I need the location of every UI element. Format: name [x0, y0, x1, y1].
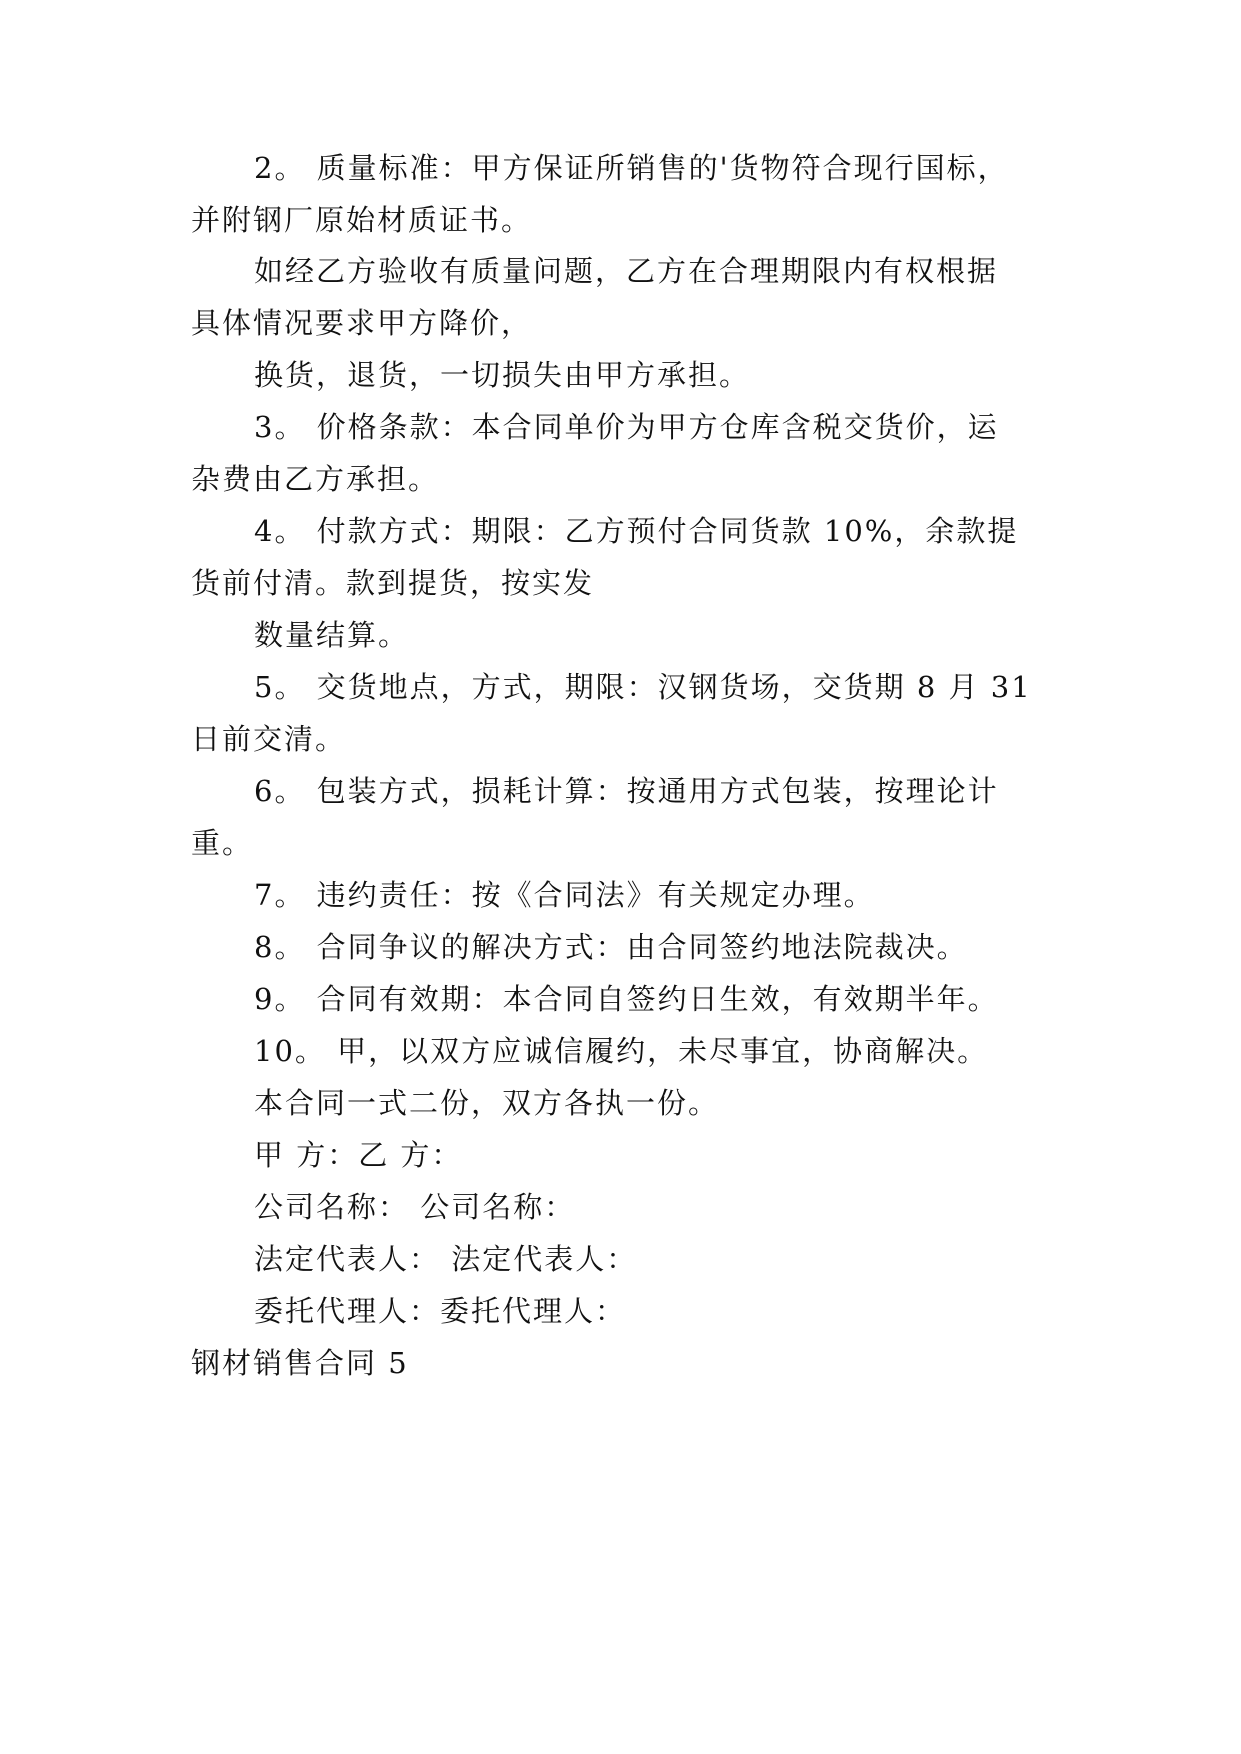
legal-representative-labels: 法定代表人： 法定代表人： — [254, 1242, 638, 1276]
clause-8: 8。 合同争议的解决方式：由合同签约地法院裁决。 — [254, 930, 968, 964]
party-labels: 甲 方：乙 方： — [254, 1138, 463, 1172]
company-name-labels: 公司名称： 公司名称： — [254, 1190, 576, 1224]
clause-7: 7。 违约责任：按《合同法》有关规定办理。 — [254, 878, 875, 912]
clause-2-line-2: 并附钢厂原始材质证书。 — [191, 203, 533, 237]
clause-4-line-2: 货前付清。款到提货，按实发 — [191, 566, 595, 600]
clause-2-line-1: 2。 质量标准：甲方保证所销售的'货物符合现行国标， — [254, 151, 1009, 185]
clause-5-line-1: 5。 交货地点，方式，期限：汉钢货场，交货期 8 月 31 — [254, 670, 1032, 704]
clause-3-line-1: 3。 价格条款：本合同单价为甲方仓库含税交货价，运 — [254, 410, 999, 444]
copies-statement: 本合同一式二份，双方各执一份。 — [254, 1086, 720, 1120]
clause-6-line-2: 重。 — [191, 826, 254, 860]
clause-6-line-1: 6。 包装方式，损耗计算：按通用方式包装，按理论计 — [254, 774, 999, 808]
clause-3-line-2: 杂费由乙方承担。 — [191, 462, 440, 496]
clause-4-line-1: 4。 付款方式：期限：乙方预付合同货款 10%，余款提 — [254, 514, 1019, 548]
clause-4-line-3: 数量结算。 — [254, 618, 410, 652]
clause-5-line-2: 日前交清。 — [191, 722, 347, 756]
quality-issue-line-1: 如经乙方验收有质量问题，乙方在合理期限内有权根据 — [254, 254, 999, 288]
quality-issue-line-3: 换货，退货，一切损失由甲方承担。 — [254, 358, 751, 392]
next-document-title: 钢材销售合同 5 — [191, 1346, 409, 1380]
clause-9: 9。 合同有效期：本合同自签约日生效，有效期半年。 — [254, 982, 999, 1016]
quality-issue-line-2: 具体情况要求甲方降价， — [191, 306, 533, 340]
clause-10: 10。 甲，以双方应诚信履约，未尽事宜，协商解决。 — [254, 1034, 989, 1068]
authorized-agent-labels: 委托代理人：委托代理人： — [254, 1294, 627, 1328]
